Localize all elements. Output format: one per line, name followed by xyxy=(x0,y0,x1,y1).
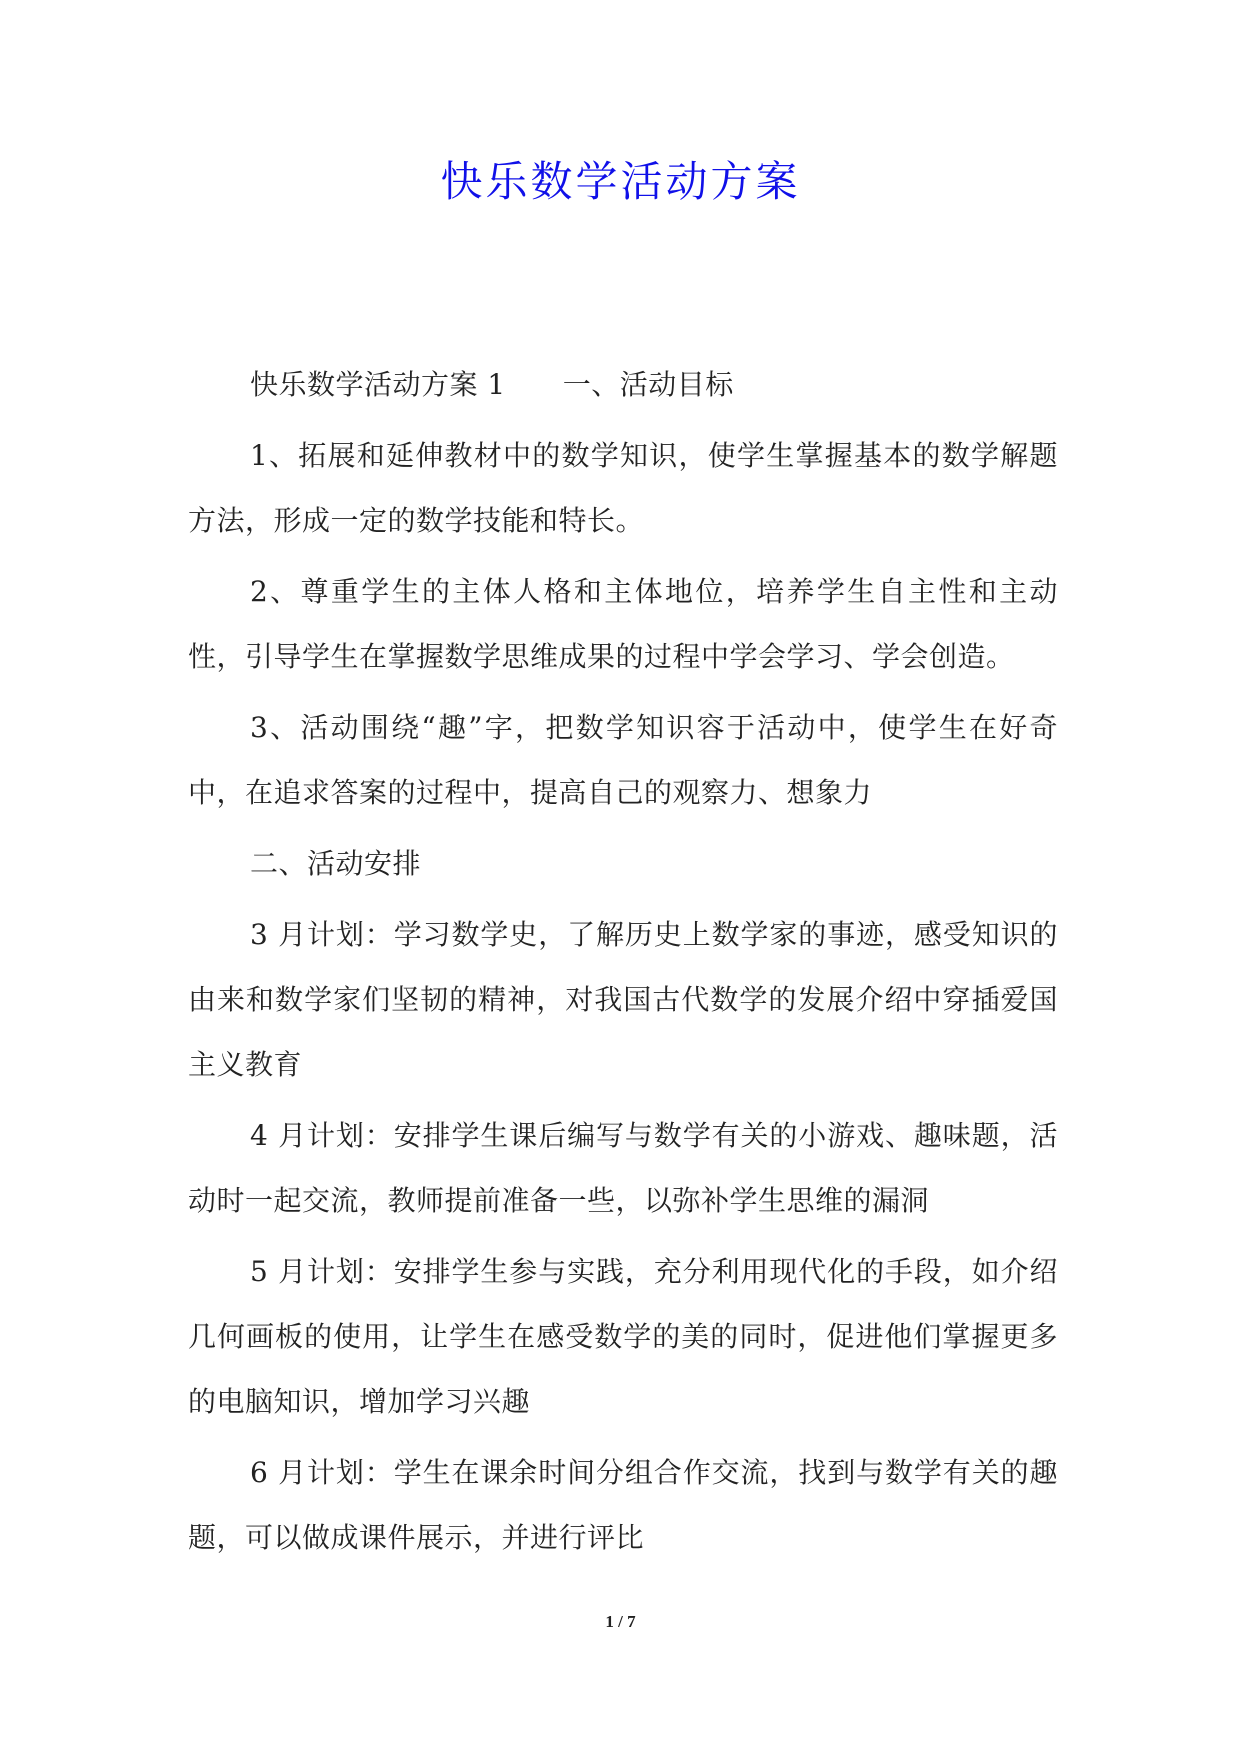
paragraph: 3 月计划：学习数学史，了解历史上数学家的事迹，感受知识的由来和数学家们坚韧的精神，对我国古代数学的发展介绍中穿插爱国主义教育 xyxy=(188,918,1058,1081)
paragraph: 4 月计划：安排学生课后编写与数学有关的小游戏、趣味题，活动时一起交流，教师提前准备一些，以弥补学生思维的漏洞 xyxy=(188,1119,1058,1217)
paragraph: 2、尊重学生的主体人格和主体地位，培养学生自主性和主动性，引导学生在掌握数学思维成果的过程中学会学习、学会创造。 xyxy=(188,575,1058,673)
document-title: 快乐数学活动方案 xyxy=(440,157,801,206)
document-body xyxy=(188,352,1058,1576)
page-number: 1 / 7 xyxy=(605,1612,636,1631)
paragraph: 6 月计划：学生在课余时间分组合作交流，找到与数学有关的趣题，可以做成课件展示，并进行评比 xyxy=(188,1456,1058,1554)
paragraph-heading: 快乐数学活动方案 1 一、活动目标 xyxy=(250,368,734,401)
paragraph: 3、活动围绕“趣”字，把数学知识容于活动中，使学生在好奇中，在追求答案的过程中，提高自己的观察力、想象力 xyxy=(188,711,1058,809)
section-heading: 二、活动安排 xyxy=(250,847,422,880)
paragraph: 5 月计划：安排学生参与实践，充分利用现代化的手段，如介绍几何画板的使用，让学生在感受数学的美的同时，促进他们掌握更多的电脑知识，增加学习兴趣 xyxy=(188,1255,1058,1418)
paragraph: 1、拓展和延伸教材中的数学知识，使学生掌握基本的数学解题方法，形成一定的数学技能和特长。 xyxy=(188,439,1058,537)
